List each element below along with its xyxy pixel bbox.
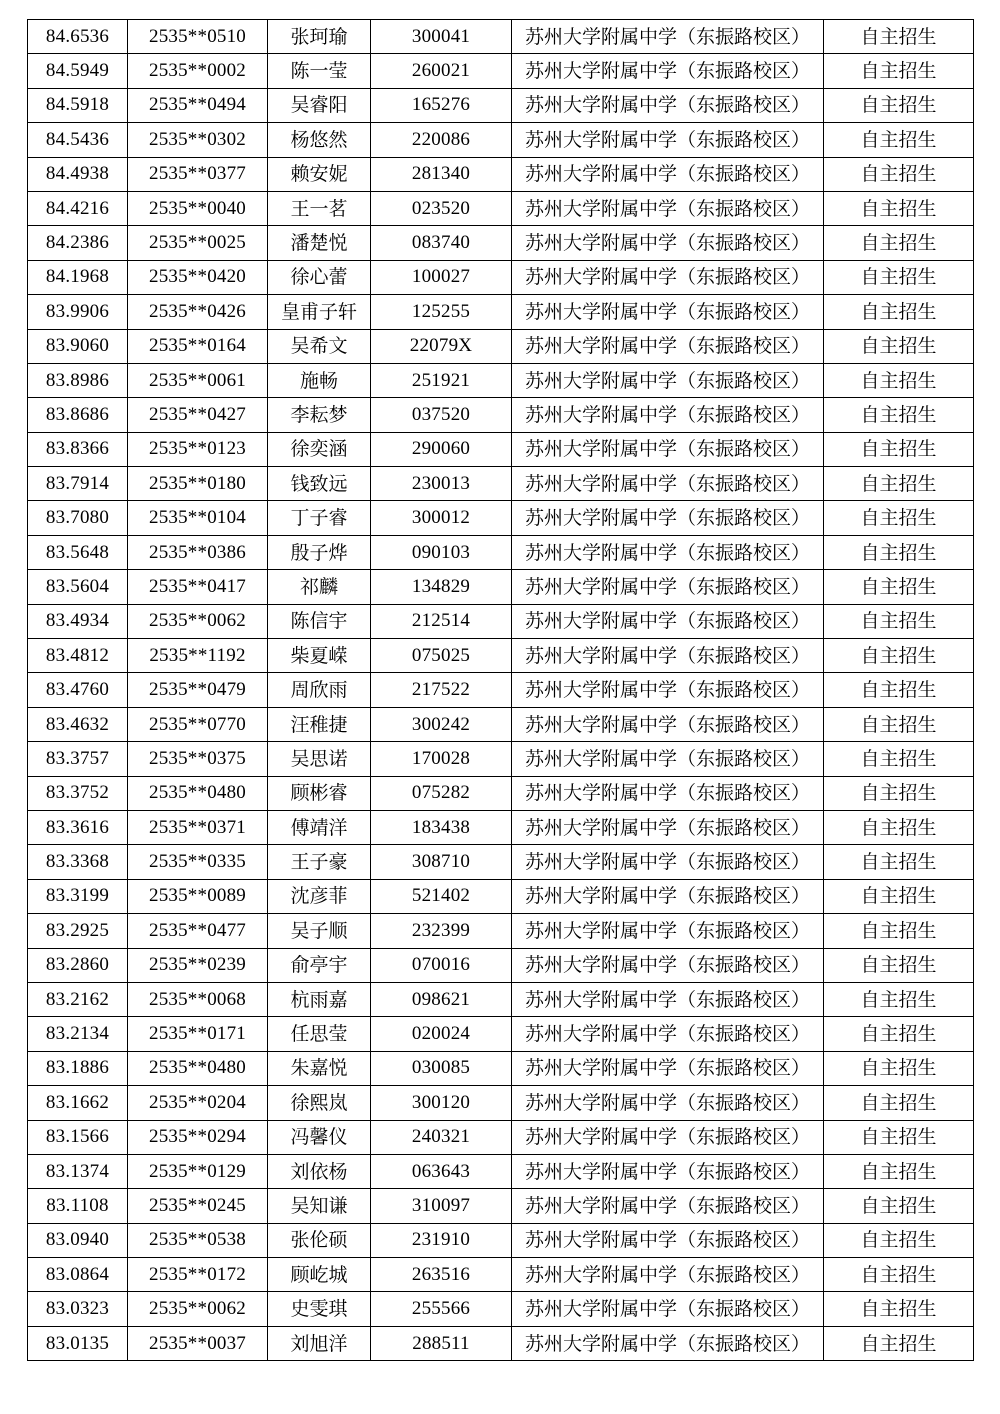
school-cell: 苏州大学附属中学（东振路校区）	[512, 707, 824, 741]
table-row	[28, 982, 974, 1016]
student-name-cell: 祁麟	[268, 570, 371, 604]
school-cell: 苏州大学附属中学（东振路校区）	[512, 432, 824, 466]
admission-route-cell: 自主招生	[824, 707, 974, 741]
score-cell: 83.2860	[28, 948, 128, 982]
exam-number-cell: 2535**0104	[128, 501, 268, 535]
id-suffix-cell: 037520	[371, 398, 512, 432]
student-name-cell: 杭雨嘉	[268, 982, 371, 1016]
admission-route-cell: 自主招生	[824, 432, 974, 466]
student-name-cell: 刘旭洋	[268, 1326, 371, 1360]
admission-route-cell: 自主招生	[824, 673, 974, 707]
table-row	[28, 639, 974, 673]
score-cell: 83.4812	[28, 639, 128, 673]
student-name-cell: 陈一莹	[268, 54, 371, 88]
exam-number-cell: 2535**0386	[128, 535, 268, 569]
score-cell: 83.0323	[28, 1292, 128, 1326]
admission-route-cell: 自主招生	[824, 776, 974, 810]
score-cell: 83.9906	[28, 295, 128, 329]
score-cell: 84.6536	[28, 20, 128, 54]
table-row	[28, 948, 974, 982]
id-suffix-cell: 134829	[371, 570, 512, 604]
student-name-cell: 施畅	[268, 363, 371, 397]
school-cell: 苏州大学附属中学（东振路校区）	[512, 88, 824, 122]
admission-route-cell: 自主招生	[824, 1292, 974, 1326]
score-cell: 84.2386	[28, 226, 128, 260]
table-row	[28, 914, 974, 948]
admission-route-cell: 自主招生	[824, 54, 974, 88]
school-cell: 苏州大学附属中学（东振路校区）	[512, 260, 824, 294]
exam-number-cell: 2535**0245	[128, 1189, 268, 1223]
exam-number-cell: 2535**0164	[128, 329, 268, 363]
exam-number-cell: 2535**0062	[128, 604, 268, 638]
admission-route-cell: 自主招生	[824, 1154, 974, 1188]
admission-route-cell: 自主招生	[824, 639, 974, 673]
school-cell: 苏州大学附属中学（东振路校区）	[512, 810, 824, 844]
admission-route-cell: 自主招生	[824, 948, 974, 982]
table-row	[28, 295, 974, 329]
student-name-cell: 杨悠然	[268, 123, 371, 157]
exam-number-cell: 2535**0770	[128, 707, 268, 741]
exam-number-cell: 2535**0477	[128, 914, 268, 948]
admission-route-cell: 自主招生	[824, 157, 974, 191]
id-suffix-cell: 308710	[371, 845, 512, 879]
exam-number-cell: 2535**0538	[128, 1223, 268, 1257]
id-suffix-cell: 288511	[371, 1326, 512, 1360]
school-cell: 苏州大学附属中学（东振路校区）	[512, 1120, 824, 1154]
score-cell: 83.5604	[28, 570, 128, 604]
id-suffix-cell: 521402	[371, 879, 512, 913]
exam-number-cell: 2535**0302	[128, 123, 268, 157]
student-name-cell: 吴思诺	[268, 742, 371, 776]
exam-number-cell: 2535**0068	[128, 982, 268, 1016]
score-cell: 83.3757	[28, 742, 128, 776]
school-cell: 苏州大学附属中学（东振路校区）	[512, 914, 824, 948]
student-name-cell: 潘楚悦	[268, 226, 371, 260]
admission-route-cell: 自主招生	[824, 1223, 974, 1257]
id-suffix-cell: 263516	[371, 1258, 512, 1292]
student-name-cell: 丁子睿	[268, 501, 371, 535]
exam-number-cell: 2535**0480	[128, 776, 268, 810]
exam-number-cell: 2535**1192	[128, 639, 268, 673]
score-cell: 83.2162	[28, 982, 128, 1016]
student-name-cell: 史雯琪	[268, 1292, 371, 1326]
id-suffix-cell: 255566	[371, 1292, 512, 1326]
student-name-cell: 傅靖洋	[268, 810, 371, 844]
admission-route-cell: 自主招生	[824, 329, 974, 363]
student-name-cell: 朱嘉悦	[268, 1051, 371, 1085]
student-name-cell: 吴子顺	[268, 914, 371, 948]
exam-number-cell: 2535**0180	[128, 467, 268, 501]
table-row	[28, 879, 974, 913]
admission-route-cell: 自主招生	[824, 742, 974, 776]
table-row	[28, 398, 974, 432]
school-cell: 苏州大学附属中学（东振路校区）	[512, 948, 824, 982]
student-name-cell: 吴睿阳	[268, 88, 371, 122]
table-row	[28, 707, 974, 741]
id-suffix-cell: 231910	[371, 1223, 512, 1257]
school-cell: 苏州大学附属中学（东振路校区）	[512, 1326, 824, 1360]
score-cell: 83.1886	[28, 1051, 128, 1085]
school-cell: 苏州大学附属中学（东振路校区）	[512, 535, 824, 569]
school-cell: 苏州大学附属中学（东振路校区）	[512, 54, 824, 88]
id-suffix-cell: 220086	[371, 123, 512, 157]
student-name-cell: 陈信宇	[268, 604, 371, 638]
score-cell: 83.3199	[28, 879, 128, 913]
id-suffix-cell: 030085	[371, 1051, 512, 1085]
id-suffix-cell: 170028	[371, 742, 512, 776]
score-cell: 83.1662	[28, 1086, 128, 1120]
exam-number-cell: 2535**0239	[128, 948, 268, 982]
exam-number-cell: 2535**0420	[128, 260, 268, 294]
id-suffix-cell: 300012	[371, 501, 512, 535]
admission-route-cell: 自主招生	[824, 1017, 974, 1051]
student-name-cell: 王子豪	[268, 845, 371, 879]
table-row	[28, 157, 974, 191]
admission-route-cell: 自主招生	[824, 398, 974, 432]
admission-route-cell: 自主招生	[824, 20, 974, 54]
score-cell: 83.9060	[28, 329, 128, 363]
school-cell: 苏州大学附属中学（东振路校区）	[512, 295, 824, 329]
admission-route-cell: 自主招生	[824, 123, 974, 157]
id-suffix-cell: 240321	[371, 1120, 512, 1154]
admission-route-cell: 自主招生	[824, 467, 974, 501]
score-cell: 84.5436	[28, 123, 128, 157]
id-suffix-cell: 125255	[371, 295, 512, 329]
exam-number-cell: 2535**0040	[128, 191, 268, 225]
table-row	[28, 1017, 974, 1051]
table-row	[28, 810, 974, 844]
school-cell: 苏州大学附属中学（东振路校区）	[512, 363, 824, 397]
student-name-cell: 顾屹城	[268, 1258, 371, 1292]
student-name-cell: 俞亭宇	[268, 948, 371, 982]
exam-number-cell: 2535**0002	[128, 54, 268, 88]
id-suffix-cell: 230013	[371, 467, 512, 501]
id-suffix-cell: 300041	[371, 20, 512, 54]
admission-route-cell: 自主招生	[824, 982, 974, 1016]
score-cell: 83.7080	[28, 501, 128, 535]
table-row	[28, 1189, 974, 1223]
table-row	[28, 604, 974, 638]
exam-number-cell: 2535**0089	[128, 879, 268, 913]
student-name-cell: 任思莹	[268, 1017, 371, 1051]
table-row	[28, 467, 974, 501]
exam-number-cell: 2535**0171	[128, 1017, 268, 1051]
id-suffix-cell: 165276	[371, 88, 512, 122]
school-cell: 苏州大学附属中学（东振路校区）	[512, 1223, 824, 1257]
admission-route-cell: 自主招生	[824, 1120, 974, 1154]
id-suffix-cell: 070016	[371, 948, 512, 982]
student-name-cell: 刘依杨	[268, 1154, 371, 1188]
school-cell: 苏州大学附属中学（东振路校区）	[512, 879, 824, 913]
table-row	[28, 226, 974, 260]
id-suffix-cell: 281340	[371, 157, 512, 191]
admission-route-cell: 自主招生	[824, 191, 974, 225]
score-cell: 83.8986	[28, 363, 128, 397]
score-cell: 83.8366	[28, 432, 128, 466]
exam-number-cell: 2535**0371	[128, 810, 268, 844]
table-row	[28, 1326, 974, 1360]
student-name-cell: 赖安妮	[268, 157, 371, 191]
table-row	[28, 191, 974, 225]
score-cell: 83.0940	[28, 1223, 128, 1257]
table-row	[28, 673, 974, 707]
admission-route-cell: 自主招生	[824, 260, 974, 294]
school-cell: 苏州大学附属中学（东振路校区）	[512, 1258, 824, 1292]
school-cell: 苏州大学附属中学（东振路校区）	[512, 570, 824, 604]
table-row	[28, 742, 974, 776]
table-row	[28, 88, 974, 122]
table-row	[28, 363, 974, 397]
school-cell: 苏州大学附属中学（东振路校区）	[512, 1086, 824, 1120]
table-row	[28, 1223, 974, 1257]
admission-route-cell: 自主招生	[824, 363, 974, 397]
student-name-cell: 周欣雨	[268, 673, 371, 707]
id-suffix-cell: 260021	[371, 54, 512, 88]
admission-route-cell: 自主招生	[824, 914, 974, 948]
id-suffix-cell: 090103	[371, 535, 512, 569]
admission-route-cell: 自主招生	[824, 1326, 974, 1360]
student-name-cell: 汪稚捷	[268, 707, 371, 741]
table-row	[28, 501, 974, 535]
student-name-cell: 殷子烨	[268, 535, 371, 569]
table-row	[28, 1120, 974, 1154]
id-suffix-cell: 023520	[371, 191, 512, 225]
student-name-cell: 吴希文	[268, 329, 371, 363]
admission-route-cell: 自主招生	[824, 226, 974, 260]
score-cell: 83.0135	[28, 1326, 128, 1360]
score-cell: 83.3616	[28, 810, 128, 844]
school-cell: 苏州大学附属中学（东振路校区）	[512, 501, 824, 535]
school-cell: 苏州大学附属中学（东振路校区）	[512, 1154, 824, 1188]
id-suffix-cell: 098621	[371, 982, 512, 1016]
exam-number-cell: 2535**0129	[128, 1154, 268, 1188]
exam-number-cell: 2535**0480	[128, 1051, 268, 1085]
score-cell: 83.8686	[28, 398, 128, 432]
exam-number-cell: 2535**0427	[128, 398, 268, 432]
table-row	[28, 570, 974, 604]
score-cell: 83.4760	[28, 673, 128, 707]
exam-number-cell: 2535**0123	[128, 432, 268, 466]
id-suffix-cell: 063643	[371, 1154, 512, 1188]
table-row	[28, 54, 974, 88]
student-name-cell: 徐心蕾	[268, 260, 371, 294]
student-name-cell: 冯馨仪	[268, 1120, 371, 1154]
admission-route-cell: 自主招生	[824, 535, 974, 569]
admission-table-body	[28, 20, 974, 1361]
exam-number-cell: 2535**0172	[128, 1258, 268, 1292]
exam-number-cell: 2535**0335	[128, 845, 268, 879]
school-cell: 苏州大学附属中学（东振路校区）	[512, 1292, 824, 1326]
school-cell: 苏州大学附属中学（东振路校区）	[512, 982, 824, 1016]
score-cell: 84.4938	[28, 157, 128, 191]
score-cell: 83.0864	[28, 1258, 128, 1292]
score-cell: 83.2134	[28, 1017, 128, 1051]
score-cell: 83.3752	[28, 776, 128, 810]
id-suffix-cell: 183438	[371, 810, 512, 844]
score-cell: 83.3368	[28, 845, 128, 879]
student-name-cell: 钱致远	[268, 467, 371, 501]
score-cell: 84.1968	[28, 260, 128, 294]
school-cell: 苏州大学附属中学（东振路校区）	[512, 398, 824, 432]
table-row	[28, 535, 974, 569]
score-cell: 83.2925	[28, 914, 128, 948]
admission-route-cell: 自主招生	[824, 295, 974, 329]
score-cell: 84.5918	[28, 88, 128, 122]
exam-number-cell: 2535**0494	[128, 88, 268, 122]
table-row	[28, 776, 974, 810]
student-name-cell: 张珂瑜	[268, 20, 371, 54]
table-row	[28, 329, 974, 363]
school-cell: 苏州大学附属中学（东振路校区）	[512, 1189, 824, 1223]
table-row	[28, 1292, 974, 1326]
score-cell: 83.1374	[28, 1154, 128, 1188]
school-cell: 苏州大学附属中学（东振路校区）	[512, 673, 824, 707]
admission-list-sheet	[27, 19, 973, 1361]
id-suffix-cell: 290060	[371, 432, 512, 466]
admission-route-cell: 自主招生	[824, 1051, 974, 1085]
school-cell: 苏州大学附属中学（东振路校区）	[512, 1017, 824, 1051]
school-cell: 苏州大学附属中学（东振路校区）	[512, 157, 824, 191]
student-name-cell: 徐熙岚	[268, 1086, 371, 1120]
admission-route-cell: 自主招生	[824, 1189, 974, 1223]
school-cell: 苏州大学附属中学（东振路校区）	[512, 191, 824, 225]
id-suffix-cell: 300242	[371, 707, 512, 741]
admission-route-cell: 自主招生	[824, 879, 974, 913]
id-suffix-cell: 020024	[371, 1017, 512, 1051]
score-cell: 84.4216	[28, 191, 128, 225]
score-cell: 83.7914	[28, 467, 128, 501]
student-name-cell: 李耘梦	[268, 398, 371, 432]
id-suffix-cell: 075025	[371, 639, 512, 673]
exam-number-cell: 2535**0510	[128, 20, 268, 54]
table-row	[28, 1086, 974, 1120]
school-cell: 苏州大学附属中学（东振路校区）	[512, 742, 824, 776]
exam-number-cell: 2535**0417	[128, 570, 268, 604]
table-row	[28, 845, 974, 879]
id-suffix-cell: 212514	[371, 604, 512, 638]
exam-number-cell: 2535**0426	[128, 295, 268, 329]
student-name-cell: 顾彬睿	[268, 776, 371, 810]
school-cell: 苏州大学附属中学（东振路校区）	[512, 226, 824, 260]
table-row	[28, 432, 974, 466]
table-row	[28, 260, 974, 294]
exam-number-cell: 2535**0025	[128, 226, 268, 260]
id-suffix-cell: 083740	[371, 226, 512, 260]
id-suffix-cell: 251921	[371, 363, 512, 397]
table-row	[28, 20, 974, 54]
score-cell: 84.5949	[28, 54, 128, 88]
school-cell: 苏州大学附属中学（东振路校区）	[512, 776, 824, 810]
student-name-cell: 吴知谦	[268, 1189, 371, 1223]
school-cell: 苏州大学附属中学（东振路校区）	[512, 1051, 824, 1085]
school-cell: 苏州大学附属中学（东振路校区）	[512, 329, 824, 363]
score-cell: 83.1108	[28, 1189, 128, 1223]
id-suffix-cell: 300120	[371, 1086, 512, 1120]
student-name-cell: 柴夏嵘	[268, 639, 371, 673]
exam-number-cell: 2535**0479	[128, 673, 268, 707]
exam-number-cell: 2535**0062	[128, 1292, 268, 1326]
id-suffix-cell: 100027	[371, 260, 512, 294]
exam-number-cell: 2535**0377	[128, 157, 268, 191]
student-name-cell: 沈彦菲	[268, 879, 371, 913]
id-suffix-cell: 22079X	[371, 329, 512, 363]
table-row	[28, 1051, 974, 1085]
school-cell: 苏州大学附属中学（东振路校区）	[512, 604, 824, 638]
table-row	[28, 123, 974, 157]
score-cell: 83.4632	[28, 707, 128, 741]
score-cell: 83.1566	[28, 1120, 128, 1154]
admission-route-cell: 自主招生	[824, 810, 974, 844]
admission-route-cell: 自主招生	[824, 88, 974, 122]
admission-route-cell: 自主招生	[824, 1086, 974, 1120]
student-name-cell: 徐奕涵	[268, 432, 371, 466]
exam-number-cell: 2535**0061	[128, 363, 268, 397]
school-cell: 苏州大学附属中学（东振路校区）	[512, 20, 824, 54]
exam-number-cell: 2535**0375	[128, 742, 268, 776]
admission-route-cell: 自主招生	[824, 501, 974, 535]
school-cell: 苏州大学附属中学（东振路校区）	[512, 639, 824, 673]
admission-route-cell: 自主招生	[824, 845, 974, 879]
student-name-cell: 王一茗	[268, 191, 371, 225]
exam-number-cell: 2535**0294	[128, 1120, 268, 1154]
exam-number-cell: 2535**0204	[128, 1086, 268, 1120]
table-row	[28, 1258, 974, 1292]
admission-route-cell: 自主招生	[824, 1258, 974, 1292]
id-suffix-cell: 075282	[371, 776, 512, 810]
id-suffix-cell: 217522	[371, 673, 512, 707]
exam-number-cell: 2535**0037	[128, 1326, 268, 1360]
admission-route-cell: 自主招生	[824, 570, 974, 604]
table-row	[28, 1154, 974, 1188]
student-name-cell: 张伦硕	[268, 1223, 371, 1257]
admission-route-cell: 自主招生	[824, 604, 974, 638]
score-cell: 83.5648	[28, 535, 128, 569]
school-cell: 苏州大学附属中学（东振路校区）	[512, 845, 824, 879]
school-cell: 苏州大学附属中学（东振路校区）	[512, 467, 824, 501]
admission-table	[27, 19, 974, 1361]
id-suffix-cell: 232399	[371, 914, 512, 948]
score-cell: 83.4934	[28, 604, 128, 638]
school-cell: 苏州大学附属中学（东振路校区）	[512, 123, 824, 157]
id-suffix-cell: 310097	[371, 1189, 512, 1223]
student-name-cell: 皇甫子轩	[268, 295, 371, 329]
